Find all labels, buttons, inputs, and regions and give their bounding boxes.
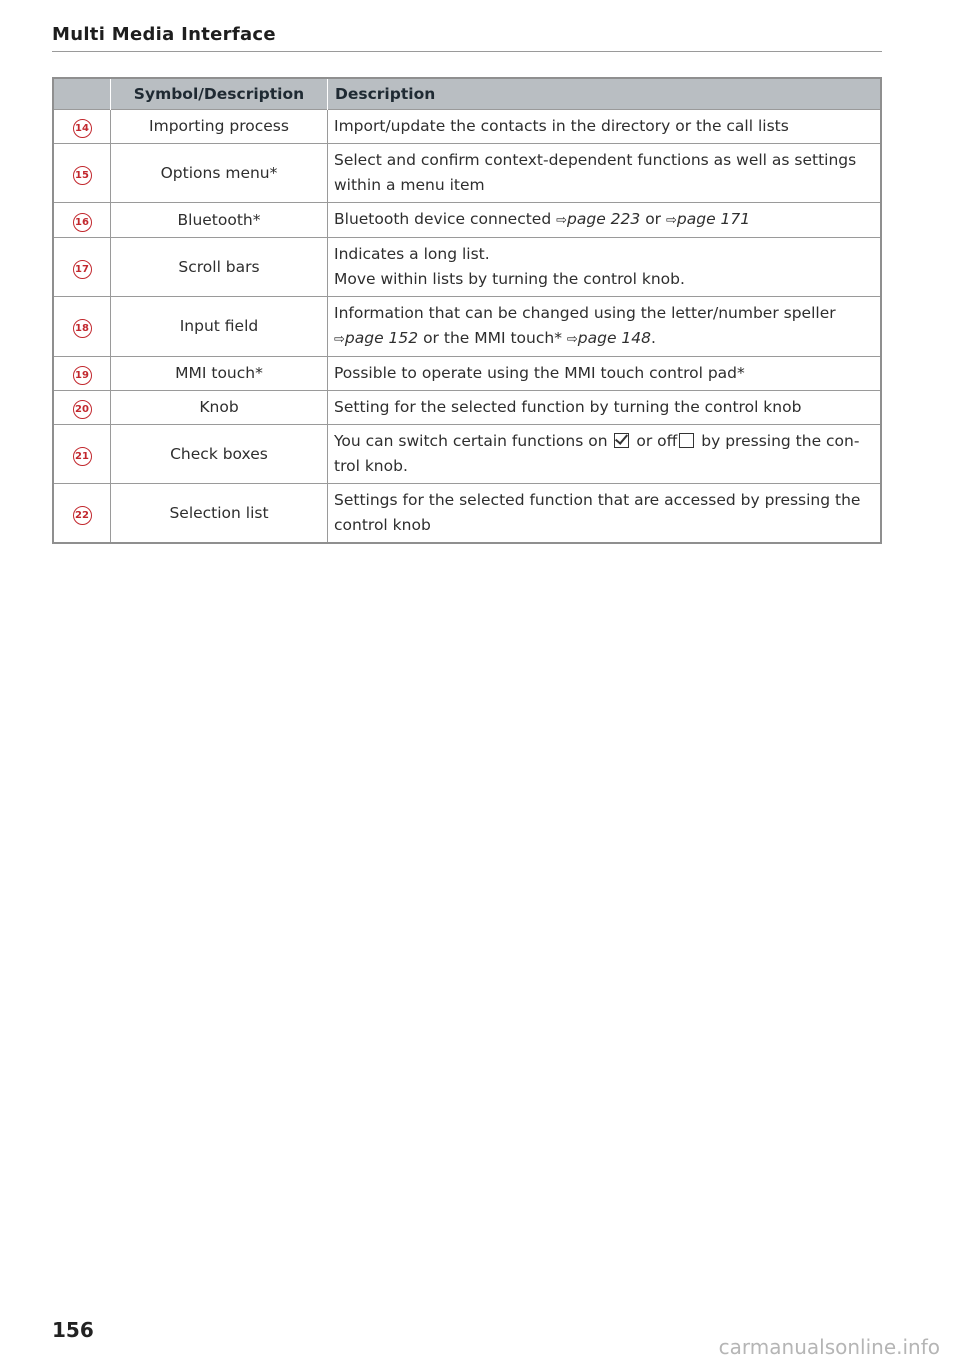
callout-number-icon: 16 bbox=[73, 213, 92, 232]
symbol-cell: Bluetooth* bbox=[111, 203, 328, 238]
callout-number-icon: 14 bbox=[73, 119, 92, 138]
symbol-cell: Knob bbox=[111, 391, 328, 425]
header-description: Description bbox=[328, 78, 882, 110]
arrow-right-icon: ⇨ bbox=[556, 213, 568, 228]
description-cell: Setting for the selected function by turning the control knob bbox=[328, 391, 882, 425]
symbol-cell: Options menu* bbox=[111, 144, 328, 203]
table-row bbox=[53, 203, 881, 238]
section-title: Multi Media Interface bbox=[52, 24, 276, 45]
table-row bbox=[53, 297, 881, 357]
callout-number-icon: 18 bbox=[73, 319, 92, 338]
callout-number-icon: 20 bbox=[73, 400, 92, 419]
table-row bbox=[53, 110, 881, 144]
table-header-row bbox=[53, 78, 881, 110]
description-cell: Possible to operate using the MMI touch control pad* bbox=[328, 357, 882, 391]
description-cell: Indicates a long list. Move within lists by turning the control knob. bbox=[328, 238, 882, 297]
symbol-description-table bbox=[52, 77, 882, 544]
description-cell: Bluetooth device connected ⇨page 223 or ⇨page 171 bbox=[328, 203, 882, 238]
table-row bbox=[53, 484, 881, 544]
table-row bbox=[53, 238, 881, 297]
unchecked-box-icon bbox=[679, 433, 694, 448]
symbol-cell: Scroll bars bbox=[111, 238, 328, 297]
table-row bbox=[53, 391, 881, 425]
table-row bbox=[53, 357, 881, 391]
page-reference-link[interactable]: ⇨page 148 bbox=[566, 329, 652, 347]
arrow-right-icon: ⇨ bbox=[334, 332, 345, 347]
description-cell: Information that can be changed using the letter/number speller ⇨page 152 or the MMI touch* ⇨page 148. bbox=[328, 297, 882, 357]
symbol-cell: Selection list bbox=[111, 484, 328, 544]
description-cell: Settings for the selected function that are accessed by pressing the control knob bbox=[328, 484, 882, 544]
callout-number-icon: 22 bbox=[73, 506, 92, 525]
callout-number-icon: 19 bbox=[73, 366, 92, 385]
watermark: carmanualsonline.info bbox=[718, 1335, 940, 1359]
description-cell: Import/update the contacts in the directory or the call lists bbox=[328, 110, 882, 144]
callout-number-icon: 17 bbox=[73, 260, 92, 279]
title-rule bbox=[52, 51, 882, 52]
description-cell: Select and confirm context-dependent functions as well as settings within a menu item bbox=[328, 144, 882, 203]
arrow-right-icon: ⇨ bbox=[566, 332, 578, 347]
symbol-cell: Input field bbox=[111, 297, 328, 357]
symbol-cell: Check boxes bbox=[111, 425, 328, 484]
table-row bbox=[53, 144, 881, 203]
page-reference-link[interactable]: ⇨page 152 bbox=[334, 329, 419, 347]
header-symbol: Symbol/Description bbox=[111, 78, 328, 110]
header-number-cell bbox=[53, 78, 111, 110]
page-reference-link[interactable]: ⇨page 223 bbox=[556, 210, 641, 228]
page-reference-link[interactable]: ⇨page 171 bbox=[666, 210, 751, 228]
symbol-cell: Importing process bbox=[111, 110, 328, 144]
description-cell: You can switch certain functions on or off by pressing the con-trol knob. bbox=[328, 425, 882, 484]
table-row bbox=[53, 425, 881, 484]
symbol-cell: MMI touch* bbox=[111, 357, 328, 391]
checked-box-icon bbox=[614, 433, 629, 448]
page-number: 156 bbox=[52, 1318, 94, 1342]
callout-number-icon: 15 bbox=[73, 166, 92, 185]
arrow-right-icon: ⇨ bbox=[666, 213, 677, 228]
callout-number-icon: 21 bbox=[73, 447, 92, 466]
